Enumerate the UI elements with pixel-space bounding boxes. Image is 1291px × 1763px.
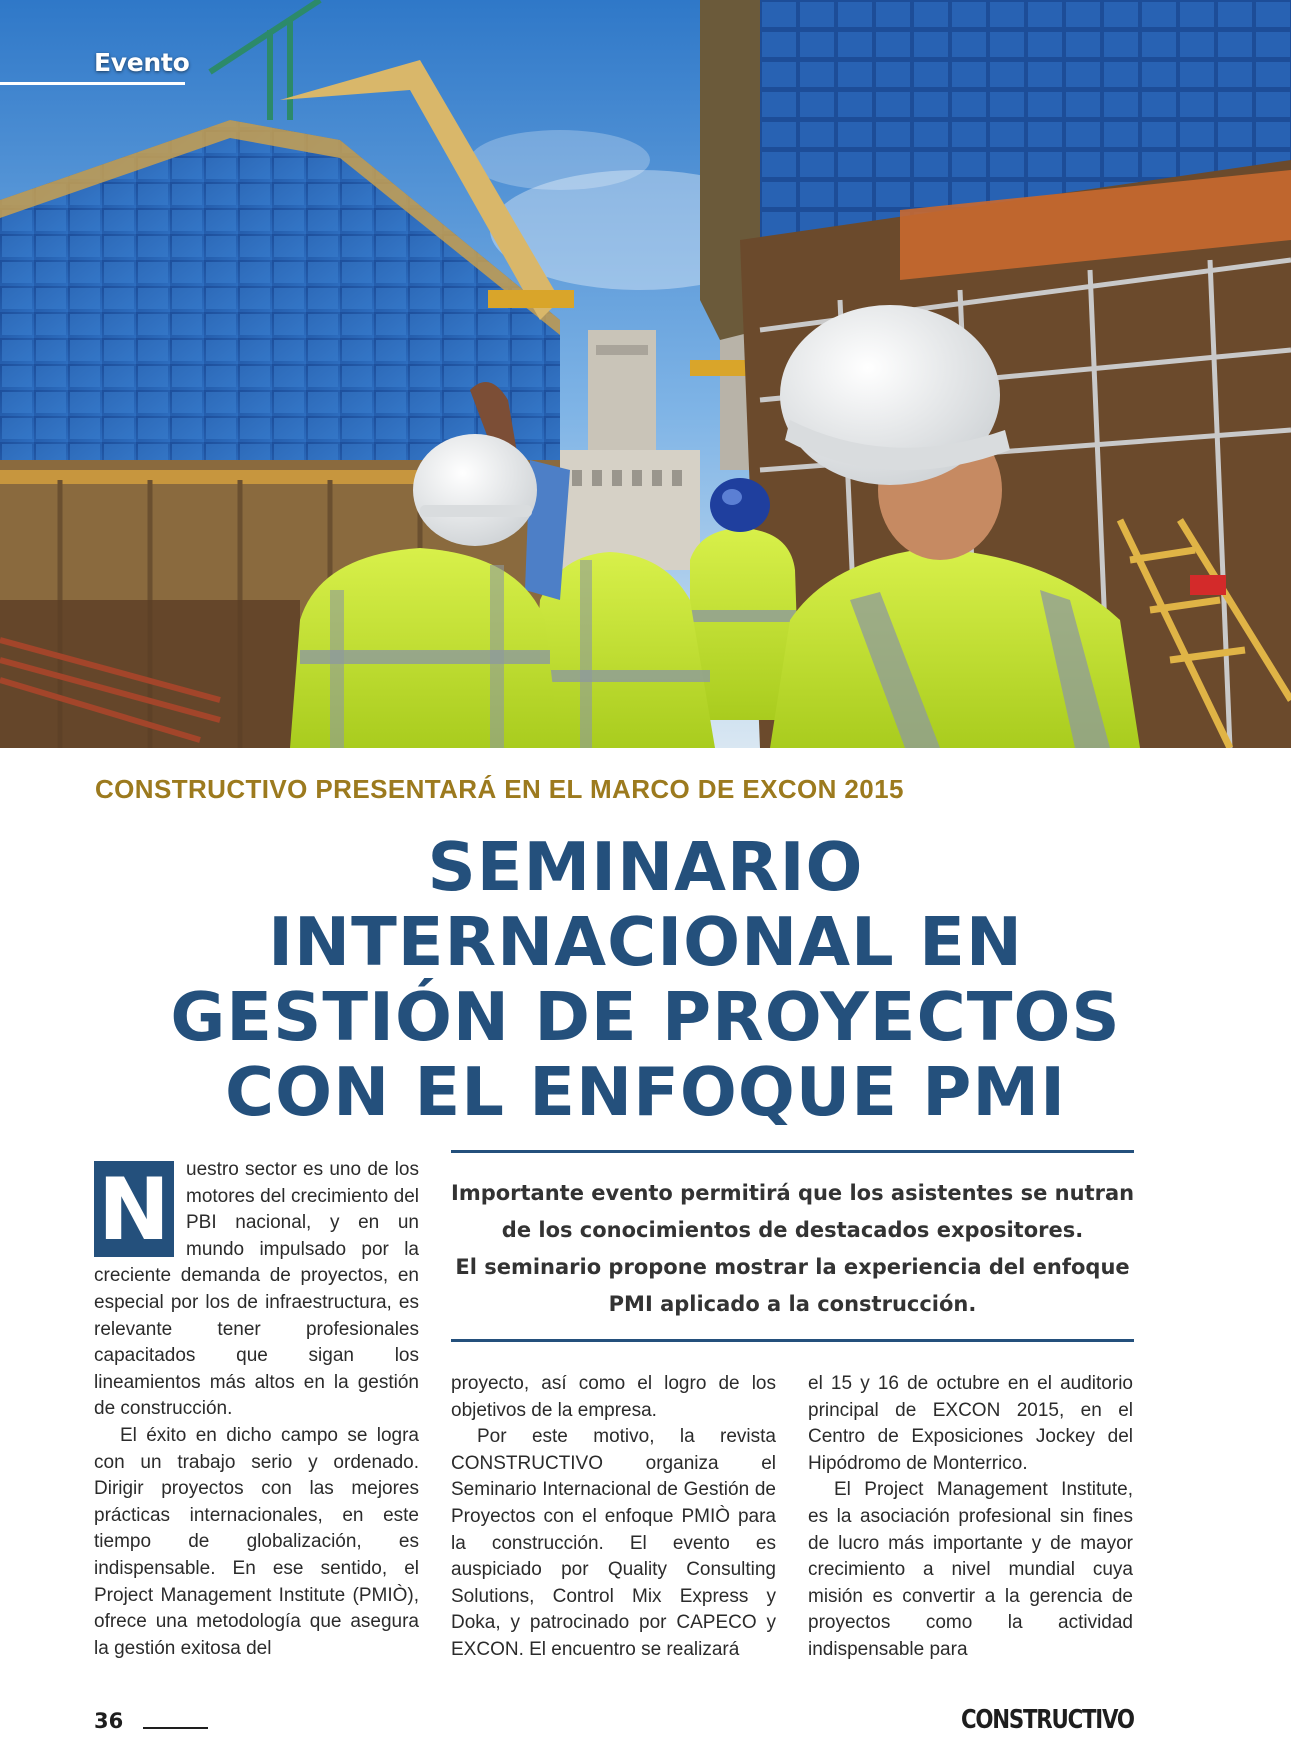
body-paragraph: proyecto, así como el logro de los objetivos de la empresa. <box>451 1373 776 1421</box>
article-title <box>60 830 1231 1130</box>
kicker: CONSTRUCTIVO PRESENTARÁ EN EL MARCO DE EXCON 2015 <box>95 774 904 804</box>
drop-cap: N <box>94 1161 174 1257</box>
pull-quote <box>451 1150 1134 1342</box>
section-tag <box>0 46 190 85</box>
body-paragraph: el 15 y 16 de octubre en el auditorio principal de EXCON 2015, en el Centro de Exposiciones Jockey del Hipódromo de Monterrico. <box>808 1373 1133 1474</box>
pull-quote-line: de los conocimientos de destacados expositores. <box>501 1218 1084 1242</box>
body-paragraph: Por este motivo, la revista CONSTRUCTIVO organiza el Seminario Internacional de Gestión de Proyectos con el enfoque PMIÒ para la construcción. El evento es auspiciado por Quality Consulting Solutions, Control Mix Express y Doka, y patrocinado por CAPECO y EXCON. El encuentro se realizará <box>451 1426 776 1660</box>
pull-quote-text <box>451 1175 1134 1323</box>
body-paragraph: El Project Management Institute, es la asociación profesional sin fines de lucro más importante y de mayor crecimiento a nivel mundial cuya misión es convertir a la gerencia de proyectos como la actividad indispensable para <box>808 1479 1133 1660</box>
title-line: CON EL ENFOQUE PMI <box>224 1053 1067 1131</box>
construction-workers-illustration <box>0 0 1291 748</box>
body-column-1 <box>94 1157 419 1662</box>
body-paragraph: El éxito en dicho campo se logra con un trabajo serio y ordenado. Dirigir proyectos con las mejores prácticas internacionales, en este tiempo de globalización, es indispensable. En ese sentido, el Project Management Institute (PMIÒ), ofrece una metodología que asegura la gestión exitosa del <box>94 1424 419 1659</box>
page-number: 36 <box>94 1709 124 1733</box>
title-line: INTERNACIONAL EN <box>268 903 1023 981</box>
paragraph-text: uestro sector es uno de los motores del crecimiento del PBI nacional, y en un mundo impulsado por la creciente demanda de proyectos, en especial por los de infraestructura, es relevante tener profesionales capacitados que sigan los lineamientos más altos en la gestión de construcción. <box>94 1159 419 1420</box>
title-line: GESTIÓN DE PROYECTOS <box>170 978 1121 1056</box>
pull-quote-line: PMI aplicado a la construcción. <box>608 1292 977 1316</box>
body-column-3 <box>808 1371 1133 1664</box>
body-paragraph <box>94 1157 419 1423</box>
pull-quote-line: El seminario propone mostrar la experiencia del enfoque <box>455 1255 1130 1279</box>
hero-photo <box>0 0 1291 748</box>
pull-quote-line: Importante evento permitirá que los asistentes se nutran <box>451 1181 1135 1205</box>
magazine-brand: CONSTRUCTIVO <box>961 1705 1134 1735</box>
body-column-2 <box>451 1371 776 1664</box>
title-line: SEMINARIO <box>427 828 864 906</box>
section-label: Evento <box>94 48 190 77</box>
page-number-rule <box>143 1727 208 1729</box>
